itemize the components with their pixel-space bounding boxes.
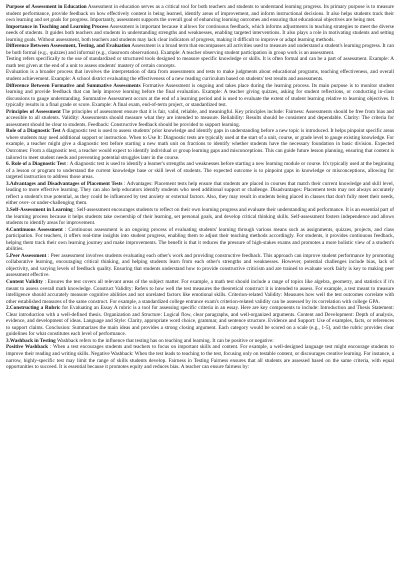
paragraph-text: Assessment in education serves as a critical tool for both teachers and students to understand learning progress. Its primary purpose is to measure student performance, provide feedback on how effectively content is being learned, identify areas of improvement, and inform instructional decisions. It also helps students track their own learning and set goals for progress. Importantly, assessment supports the overall goal of enhancing learning outcomes and ensuring that educational objectives are being met. bbox=[6, 4, 394, 24]
paragraph-text: Evaluation is a broader process that involves the interpretation of data from assessments and tests to make judgments about educational programs, teaching effectiveness, and overall student achievement. Example: A school district evaluating the effectiveness of a new reading curriculum based on students' test results and assessments. bbox=[6, 69, 394, 83]
paragraph bbox=[6, 24, 394, 44]
paragraph bbox=[6, 43, 394, 56]
paragraph-text: Assessment is a broad term that encompasses all activities used to measure and understand a student's learning progress. It can be both formal (e.g., quizzes) and informal (e.g., classroom observations). Example: A teacher observing student participation in group work is an assessment. bbox=[6, 43, 395, 56]
paragraph bbox=[6, 181, 394, 207]
paragraph-heading: 2.Constructing a Rubric bbox=[6, 305, 61, 312]
paragraph-heading: 4.Continuous Assessment bbox=[6, 226, 63, 233]
paragraph-heading: Role of a Diagnostic Test bbox=[6, 128, 61, 135]
paragraph bbox=[6, 83, 394, 109]
paragraph bbox=[6, 161, 394, 181]
paragraph-text: : Self-assessment encourages students to reflect on their own learning progress and evaluate their understanding and performance. It is an essential part of the learning process because it helps students take ownership of their learning, set personal goals, and develop critical thinking skills. Self-assessment fosters independence and allows students to identify areas for improvement. bbox=[6, 206, 395, 227]
paragraph-text: : When a test encourages students and teachers to focus on important skills and content. For example, a well-designed language test might encourage students to improve their reading and writing skills. Negative Washback: When the test leads to teaching to the test, focusing only on testable content, or discourages creative learning. For instance, a narrow, highly-specific test may limit the range of skills students develop. Fairness in Testing Fairness ensures that all students are assessed based on the same criteria, with equal opportunities to succeed. It is essential because it promotes equity and reduces bias. A teacher can ensure fairness by: bbox=[6, 344, 395, 371]
paragraph-heading: 6. Role of a Diagnostic Test bbox=[6, 161, 66, 168]
paragraph-text: Formative Assessment is ongoing and takes place during the learning process. Its main purpose is to monitor student learning and provide feedback that can help improve learning before the final evaluation. Example: A teacher giving quizzes, asking for student reflections, or conducting in-class discussions to gauge understanding. Summative Assessment occurs at the end of a learning period and is used to evaluate the extent of student learning relative to learning objectives. It typically results in a final grade or score. Example: A final exam, end-of-term project, or standardized test. bbox=[6, 82, 394, 109]
paragraph-heading: Difference Between Assessment, Testing, and Evaluation bbox=[6, 43, 131, 50]
paragraph-text: A diagnostic test is used to assess students' prior knowledge and identify gaps in understanding before a new topic is introduced. It helps pinpoint specific areas where students may need additional support or instruction. When to Use It: Diagnostic tests are typically used at the start of a unit, course, or grade level to gauge existing knowledge. For example, a teacher might give a diagnostic test before starting a new math unit on fractions to identify whether students have the necessary foundation in basic division. Expected Outcomes: From a diagnostic test, a teacher would expect to identify individual or group learning gaps and misconceptions. This can guide future lesson planning, ensuring that content is tailored to meet student needs and preventing potential struggles later in the course. bbox=[6, 128, 394, 161]
document-page bbox=[6, 4, 394, 371]
paragraph bbox=[6, 253, 394, 279]
paragraph-heading: Importance in Teaching and Learning Process bbox=[6, 23, 109, 30]
paragraph-heading: 3.Self-Assessment in Learning bbox=[6, 206, 73, 213]
paragraph-heading: Principles of Assessment bbox=[6, 108, 61, 115]
paragraph-heading: Purpose of Assessment in Education bbox=[6, 4, 87, 10]
paragraph-heading: Content Validity bbox=[6, 278, 43, 285]
paragraph bbox=[6, 344, 394, 370]
paragraph-text: for Evaluating an Essay A rubric is a tool for assessing specific criteria in an essay. Here are key components to include: Introduction and Thesis Statement: Clear introduction with a well-defined thesis. Organization and Structure: Logical flow, clear paragraphs, and well-organized arguments. Content and Development: Depth of analysis, evidence, and development of ideas. Language and Style: Clarity, appropriate word choice, grammar, and sentence structure. Evidence and Support: Use of examples, facts, or references to support claims. Conclusion: Summarizes the main ideas and provides a strong closing argument. Each category would be scored on a scale (e.g., 1-5), and the rubric provides clear guidelines for what constitutes each level of performance. bbox=[6, 305, 395, 338]
paragraph-text: Assessment is important because it allows for continuous feedback, which informs adjustments in teaching strategies to meet the diverse needs of students. It guides both teachers and students in understanding strengths and weaknesses, enabling targeted interventions. It also plays a role in motivating students and setting learning goals. Without assessment, both teachers and students may lack clear indicators of progress, making it difficult to improve or adapt learning methods. bbox=[6, 23, 395, 43]
paragraph bbox=[6, 56, 394, 69]
paragraph-text: Testing refers specifically to the use of standardized or structured tools designed to measure specific knowledge or skills. It is often formal and can be a part of assessment. Example: A math test given at the end of a unit to assess students' mastery of certain concepts. bbox=[6, 56, 394, 69]
paragraph bbox=[6, 4, 394, 24]
paragraph-text: : A diagnostic test is used to identify a learner's strengths and weaknesses before starting a new learning module or course. It's typically used at the beginning of a lesson or program to understand the current knowledge base or skill level of students. The expected outcome is to pinpoint gaps in knowledge or misconceptions, allowing for targeted instruction to address those areas. bbox=[6, 161, 394, 181]
paragraph bbox=[6, 305, 394, 338]
paragraph-heading: Positive Washback bbox=[6, 344, 49, 351]
paragraph-heading: 3.Washback in Testing bbox=[6, 337, 56, 344]
paragraph-text: Washback refers to the influence that testing has on teaching and learning. It can be positive or negative: bbox=[56, 337, 274, 344]
paragraph bbox=[6, 69, 394, 82]
watermark: ​ bbox=[293, 121, 306, 144]
paragraph-text: : Ensures the test covers all relevant areas of the subject matter. For example, a math test should include a range of topics like algebra, geometry, and statistics if it's meant to assess overall math knowledge. Construct Validity: Refers to how well the test measures the theoretical construct it is intended to assess. For example, a test meant to measure intelligence should accurately measure cognitive abilities and not unrelated factors like emotional skills. Criterion-related Validity: Measures how well the test outcomes correlate with other established measures of the same construct. For example, a standardized college entrance exam's criterion-related validity can be assessed by its correlation with college GPA. bbox=[6, 278, 395, 305]
paragraph bbox=[6, 279, 394, 305]
paragraph-heading: Difference Between Formative and Summative Assessments bbox=[6, 82, 141, 89]
paragraph bbox=[6, 227, 394, 253]
paragraph-text: : Advantages: Placement tests help ensure that students are placed in courses that match their current knowledge and skill level, leading to more effective learning. They can also help educators identify students who need additional support or challenge. Disadvantages: Placement tests may not always accurately reflect a student's true potential, as they could be influenced by test anxiety or external factors. Also, they may result in students being placed in classes that don't fully meet their needs, either over- or under-challenging them. bbox=[6, 180, 395, 207]
paragraph-text: : Continuous assessment is an ongoing process of evaluating students' learning through various means such as assignments, quizzes, projects, and class participation. For teachers, it offers real-time insights into student progress, enabling them to adjust their teaching methods accordingly. For students, it provides continuous feedback, helping them track their own learning journey and make improvements. The benefit is that it reduces the pressure of high-stakes exams and promotes a more holistic view of a student's abilities. bbox=[6, 226, 394, 253]
paragraph bbox=[6, 207, 394, 227]
paragraph-text: The principles of assessment ensure that it is fair, valid, reliable, and meaningful. Key principles include: Fairness: Assessments should be free from bias and accessible to all students. Validity: Assessments should measure what they are intended to measure. Reliability: Results should be consistent and dependable. Clarity: The criteria for assessment should be clear to students. Feedback: Constructive feedback should be provided to support learning. bbox=[6, 108, 395, 128]
paragraph bbox=[6, 109, 394, 129]
paragraph-heading: 3.Advantages and Disadvantages of Placement Tests bbox=[6, 180, 123, 187]
paragraph-heading: 5.Peer Assessment bbox=[6, 252, 47, 259]
paragraph-text: : Peer assessment involves students evaluating each other's work and providing constructive feedback. This approach can improve student performance by promoting collaborative learning, encouraging critical thinking, and helping students learn from each other's strengths and weaknesses. However, potential challenges include bias, lack of objectivity, and varying levels of feedback quality. Ensuring that students understand how to provide constructive criticism and are trained to evaluate work fairly is key to making peer assessment effective. bbox=[6, 252, 395, 279]
paragraph bbox=[6, 128, 394, 161]
